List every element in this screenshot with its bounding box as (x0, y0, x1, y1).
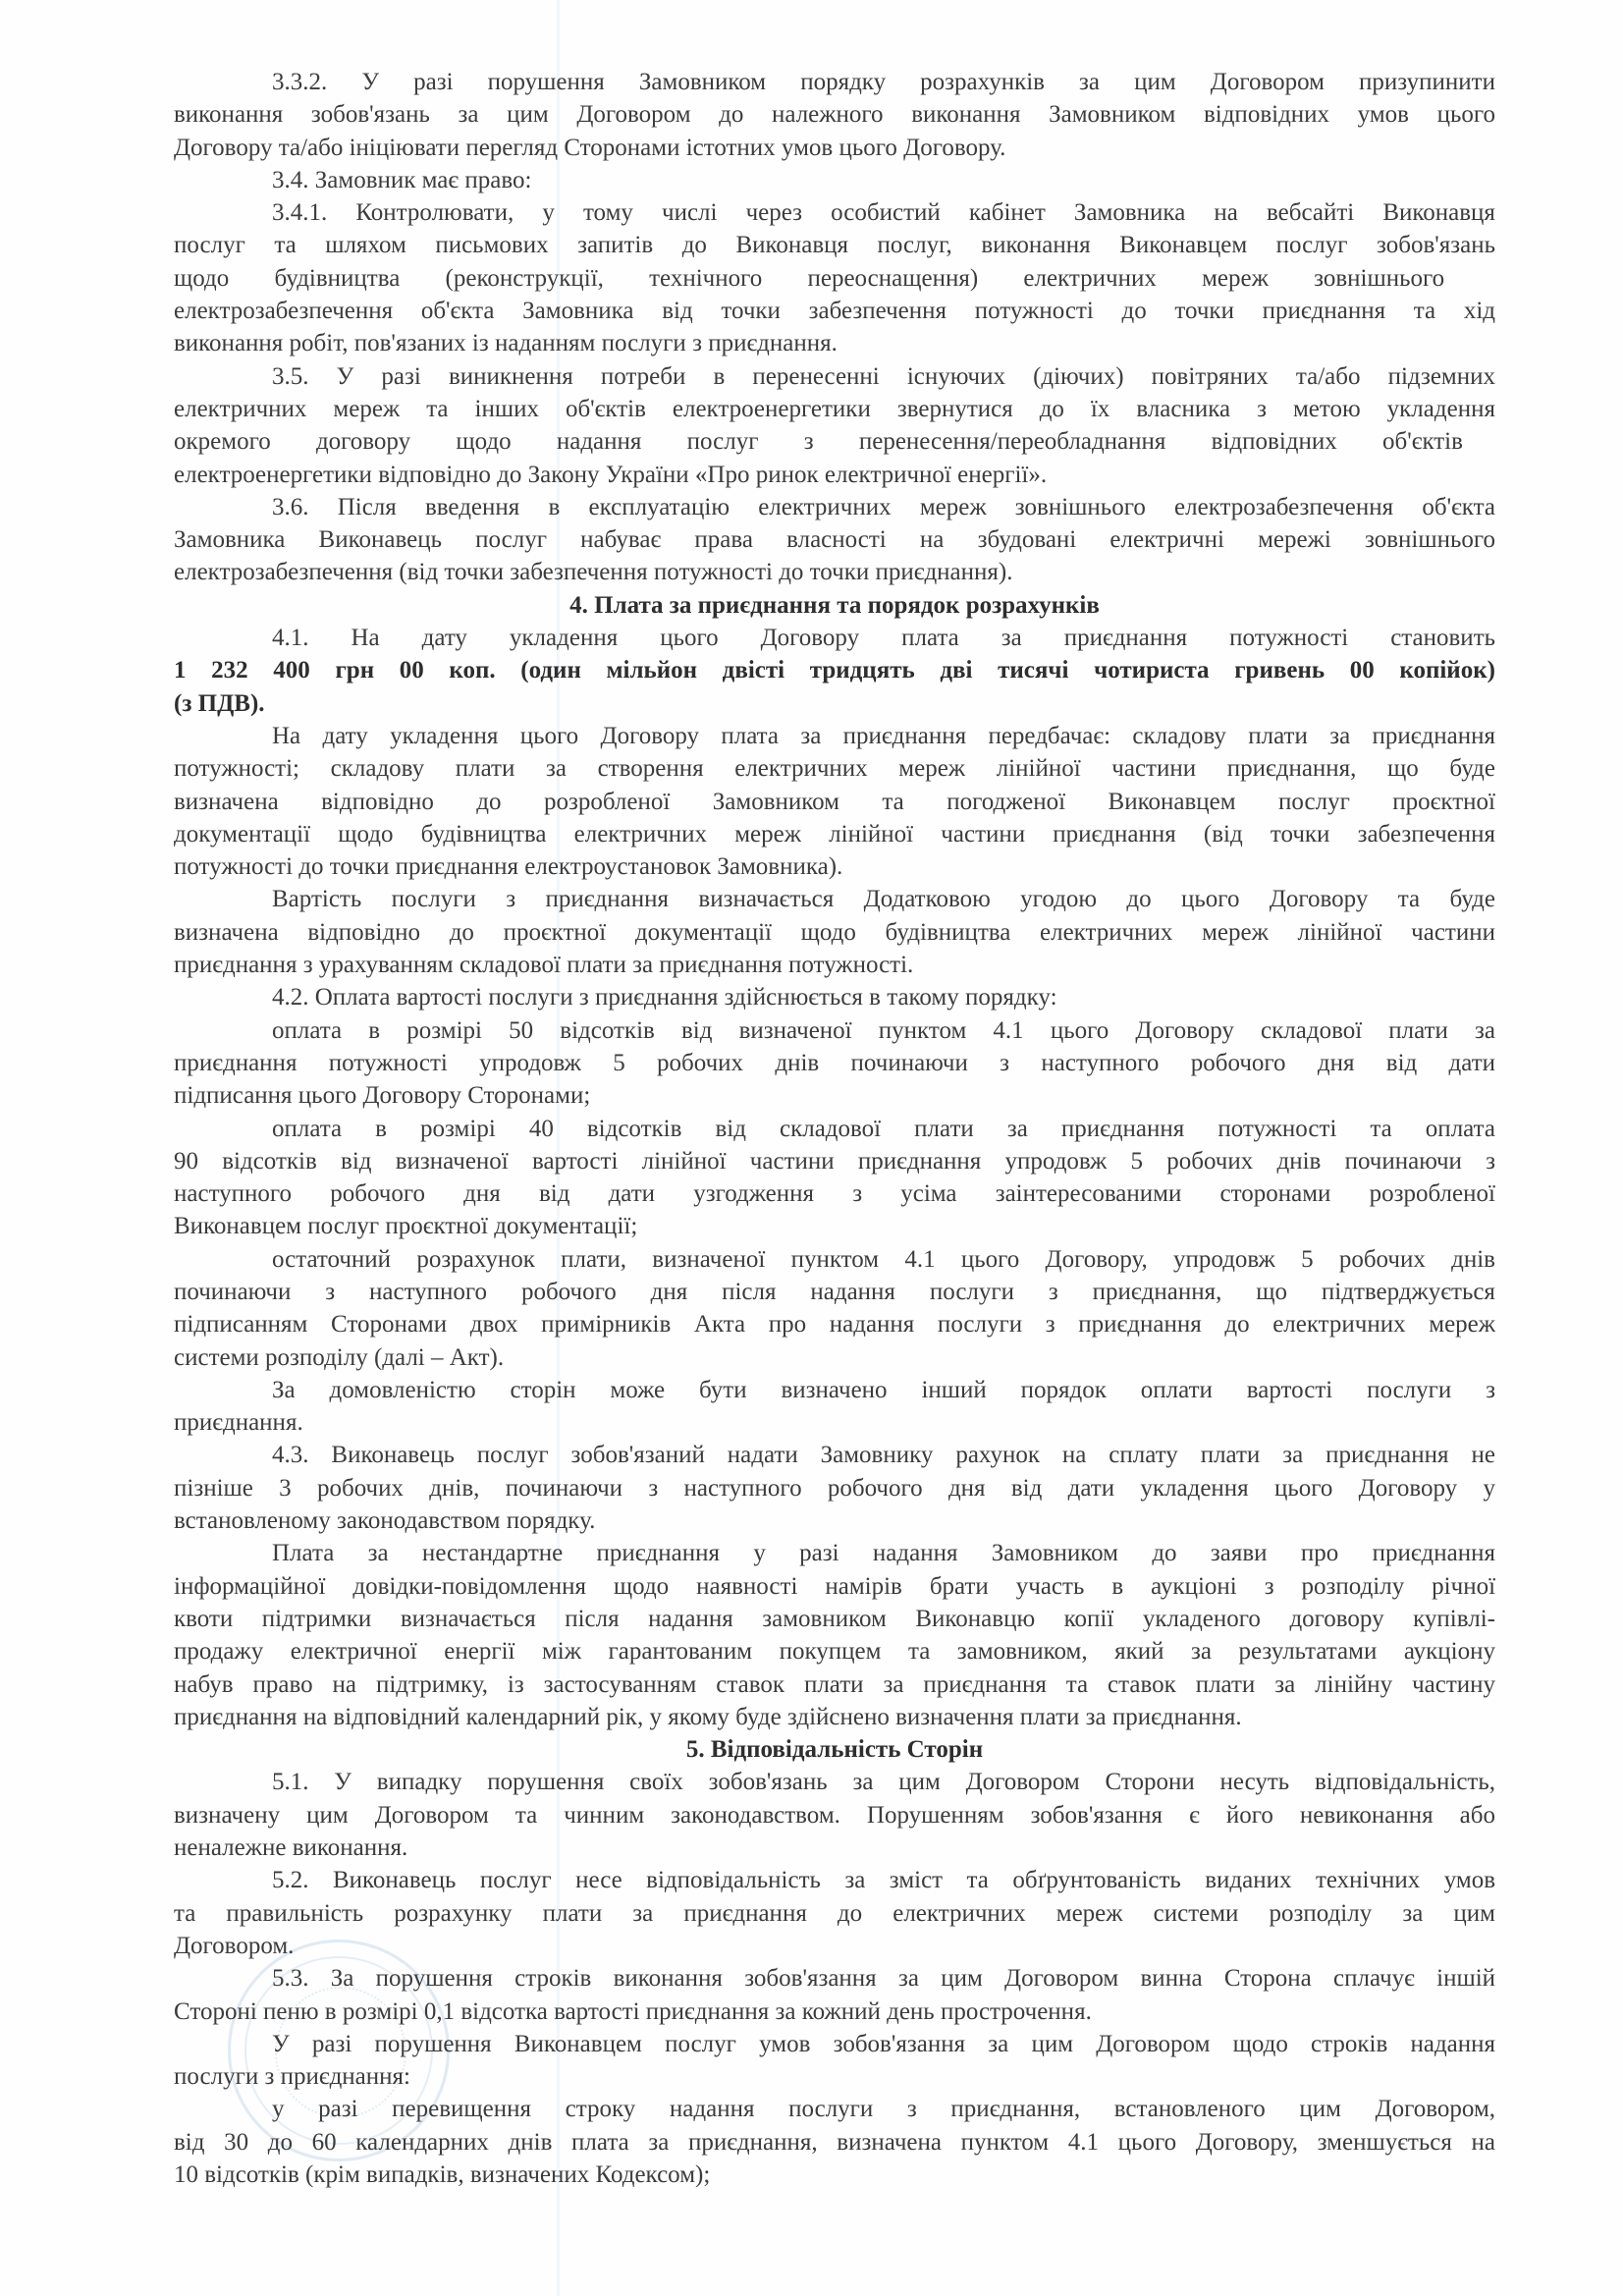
text-line-content: 5.1. У випадку порушення своїх зобов'язань за цим Договором Сторони несуть відповідальність, (272, 1769, 1496, 1796)
text-line (174, 1930, 1495, 1962)
text-line-content: потужності; складову плати за створення електричних мереж лінійної частини приєднання, що буде (174, 755, 1495, 783)
text-line-content: оплата в розмірі 50 відсотків від визначеної пунктом 4.1 цього Договору складової плати за (272, 1016, 1496, 1044)
text-line-content: Стороні пеню в розмірі 0,1 відсотка вартості приєднання за кожний день прострочення. (174, 1997, 1092, 2025)
text-line-content: 3.4. Замовник має право: (272, 166, 532, 193)
text-line-content: приєднання на відповідний календарний рік, у якому буде здійснено визначення плати за приєднання. (174, 1703, 1242, 1730)
text-line (174, 1635, 1495, 1667)
section-heading-text: 5. Відповідальність Сторін (685, 1736, 984, 1764)
text-line-content: приєднання. (174, 1409, 303, 1437)
text-line (174, 196, 1495, 229)
text-line (174, 229, 1495, 261)
text-line-content: системи розподілу (далі – Акт). (174, 1343, 505, 1371)
text-line (174, 1079, 1495, 1112)
text-line (174, 98, 1495, 131)
text-line-content: починаючи з наступного робочого дня після надання послуги з приєднання, що підтверджується (174, 1278, 1495, 1305)
text-line-content: наступного робочого дня від дати узгодження з усіма заінтересованими сторонами розробленої (174, 1180, 1495, 1208)
text-line-content: 3.5. У разі виникнення потреби в перенесенні існуючих (діючих) повітряних та/або підземних (272, 362, 1495, 390)
text-line-content: приєднання потужності упродовж 5 робочих днів починаючи з наступного робочого дня від дати (174, 1049, 1496, 1076)
text-line-content: виконання зобов'язань за цим Договором до належного виконання Замовником відповідних умов цього (174, 101, 1496, 129)
text-line-content: послуг та шляхом письмових запитів до Виконавця послуг, виконання Виконавцем послуг зобов'язань (174, 232, 1496, 259)
text-line-content: 5.2. Виконавець послуг несе відповідальність за зміст та обґрунтованість виданих технічних умов (272, 1867, 1496, 1894)
section-heading (174, 1733, 1495, 1766)
text-line (174, 1799, 1495, 1831)
text-line (174, 1668, 1495, 1701)
text-line-content: Договором. (174, 1932, 295, 1959)
text-line-content: 10 відсотків (крім випадків, визначених Кодексом); (174, 2161, 711, 2188)
text-line-content: електроенергетики відповідно до Закону України «Про ринок електричної енергії». (174, 461, 1048, 488)
text-line (174, 720, 1495, 752)
text-line-content: окремого договору щодо надання послуг з перенесення/переобладнання відповідних об'єктів (174, 428, 1463, 456)
text-line-content: у разі перевищення строку надання послуги з приєднання, встановленого цим Договором, (272, 2096, 1496, 2123)
text-line (174, 262, 1495, 295)
text-line (174, 2159, 1495, 2191)
text-line-content: Вартість послуги з приєднання визначається Додатковою угодою до цього Договору та буде (272, 886, 1495, 913)
text-line-content: щодо будівництва (реконструкції, технічного переоснащення) електричних мереж зовнішнього (174, 264, 1445, 292)
text-line (174, 1504, 1495, 1537)
text-line (174, 786, 1495, 818)
text-line-content: 4.1. На дату укладення цього Договору плата за приєднання потужності становить (272, 625, 1496, 652)
text-line (174, 850, 1495, 883)
text-line (174, 425, 1495, 458)
text-line-content: пізніше 3 робочих днів, починаючи з наступного робочого дня від дати укладення цього Договору у (174, 1474, 1495, 1502)
text-line (174, 1831, 1495, 1864)
text-line (174, 1113, 1495, 1145)
text-line-content: підписання цього Договору Сторонами; (174, 1082, 591, 1110)
text-line (174, 1308, 1495, 1340)
text-line (174, 752, 1495, 785)
text-line (174, 1210, 1495, 1242)
text-line-content: виконання робіт, пов'язаних із наданням послуги з приєднання. (174, 330, 838, 357)
text-line (174, 523, 1495, 556)
text-line-content: 3.6. Після введення в експлуатацію електричних мереж зовнішнього електрозабезпечення об'єкта (272, 493, 1495, 520)
text-line-content: На дату укладення цього Договору плата за приєднання передбачає: складову плати за приєднання (272, 722, 1495, 749)
text-line-content: послуги з приєднання: (174, 2063, 410, 2091)
text-line-content: підписанням Сторонами двох примірників Акта про надання послуги з приєднання до електричних мереж (174, 1311, 1496, 1339)
text-line (174, 1014, 1495, 1047)
text-line (174, 459, 1495, 491)
text-line (174, 2060, 1495, 2093)
text-line-content: Договору та/або ініціювати перегляд Сторонами істотних умов цього Договору. (174, 134, 1006, 161)
text-line (174, 883, 1495, 915)
text-line (174, 132, 1495, 164)
text-line (174, 360, 1495, 393)
text-line-content: документації щодо будівництва електричних мереж лінійної частини приєднання (від точки забезпечення (174, 820, 1496, 847)
text-line-content: У разі порушення Виконавцем послуг умов зобов'язання за цим Договором щодо строків надання (272, 2030, 1496, 2057)
text-line (174, 2093, 1495, 2125)
text-line (174, 1276, 1495, 1308)
text-line-content: електрозабезпечення об'єкта Замовника від точки забезпечення потужності до точки приєднання та хід (174, 298, 1495, 325)
text-line-content: Плата за нестандартне приєднання у разі надання Замовником до заяви про приєднання (272, 1540, 1496, 1567)
text-line (174, 818, 1495, 850)
text-line-content: визначена відповідно до проєктної документації щодо будівництва електричних мереж лінійної частини (174, 918, 1495, 946)
text-line-content: 3.3.2. У разі порушення Замовником порядку розрахунків за цим Договором призупинити (272, 69, 1495, 95)
text-line (174, 66, 1495, 98)
text-line (174, 622, 1495, 654)
text-line (174, 1537, 1495, 1569)
text-line-content: Виконавцем послуг проєктної документації; (174, 1213, 638, 1240)
text-line (174, 2028, 1495, 2060)
text-line (174, 1603, 1495, 1635)
text-line-content: від 30 до 60 календарних днів плата за приєднання, визначена пунктом 4.1 цього Договору, зменшується на (174, 2128, 1495, 2156)
text-line-content: оплата в розмірі 40 відсотків від складової плати за приєднання потужності та оплата (272, 1115, 1495, 1142)
text-line (174, 1177, 1495, 1210)
text-line (174, 1995, 1495, 2028)
text-line-content: приєднання з урахуванням складової плати за приєднання потужності. (174, 952, 914, 979)
text-line (174, 916, 1495, 949)
text-line (174, 949, 1495, 981)
text-line-content: встановленому законодавством порядку. (174, 1507, 596, 1535)
text-line (174, 1864, 1495, 1896)
text-line (174, 491, 1495, 523)
text-line-content: електричних мереж та інших об'єктів електроенергетики звернутися до їх власника з метою укладення (174, 395, 1495, 422)
text-line-content: продажу електричної енергії між гарантованим покупцем та замовником, який за результатами аукціону (174, 1638, 1496, 1666)
text-line-content: (з ПДВ). (174, 689, 265, 717)
text-line (174, 1472, 1495, 1504)
section-heading-text: 4. Плата за приєднання та порядок розрахунків (569, 591, 1100, 619)
text-line-content: набув право на підтримку, із застосуванням ставок плати за приєднання та ставок плати за лінійну частину (174, 1670, 1496, 1698)
text-line-content: Замовника Виконавець послуг набуває права власності на збудовані електричні мережі зовнішнього (174, 526, 1496, 554)
text-line (174, 1145, 1495, 1177)
text-line-content: 1 232 400 грн 00 коп. (один мільйон двісті тридцять дві тисячі чотириста гривень 00 копійок) (174, 657, 1495, 684)
text-line (174, 1766, 1495, 1798)
text-line-content: інформаційної довідки-повідомлення щодо наявності намірів брати участь в аукціоні з розподілу річної (174, 1572, 1496, 1600)
text-line (174, 687, 1495, 720)
text-line (174, 1406, 1495, 1439)
text-line-content: 5.3. За порушення строків виконання зобов'язання за цим Договором винна Сторона сплачує іншій (272, 1965, 1496, 1993)
text-line-content: 3.4.1. Контролювати, у тому числі через особистий кабінет Замовника на вебсайті Виконавця (272, 199, 1495, 227)
text-line-content: 4.2. Оплата вартості послуги з приєднання здійснюється в такому порядку: (272, 984, 1057, 1011)
text-line (174, 1570, 1495, 1603)
text-line (174, 1243, 1495, 1276)
text-line (174, 295, 1495, 327)
text-line-content: 90 відсотків від визначеної вартості лінійної частини приєднання упродовж 5 робочих днів починаючи з (174, 1147, 1496, 1175)
text-line (174, 1374, 1495, 1406)
text-line (174, 1701, 1495, 1733)
text-line-content: потужності до точки приєднання електроустановок Замовника). (174, 853, 843, 881)
text-line-content: квоти підтримки визначається після надання замовником Виконавцю копії укладеного договору купівлі- (174, 1605, 1495, 1632)
text-line-content: неналежне виконання. (174, 1834, 408, 1862)
text-line (174, 1439, 1495, 1471)
section-heading (174, 589, 1495, 622)
contract-text-body (174, 66, 1495, 2191)
text-line-content: За домовленістю сторін може бути визначено інший порядок оплати вартості послуги з (272, 1376, 1496, 1403)
text-line (174, 556, 1495, 588)
text-line-content: визначену цим Договором та чинним законодавством. Порушенням зобов'язання є його невиконання або (174, 1801, 1495, 1829)
text-line (174, 1897, 1495, 1930)
text-line (174, 981, 1495, 1013)
text-line (174, 1962, 1495, 1995)
text-line-content: визначена відповідно до розробленої Замовником та погодженої Виконавцем послуг проєктної (174, 788, 1495, 815)
text-line-content: остаточний розрахунок плати, визначеної пунктом 4.1 цього Договору, упродовж 5 робочих днів (272, 1245, 1495, 1273)
text-line (174, 164, 1495, 196)
text-line (174, 1047, 1495, 1079)
text-line (174, 2126, 1495, 2159)
text-line-content: та правильність розрахунку плати за приєднання до електричних мереж системи розподілу за цим (174, 1899, 1495, 1927)
text-line (174, 1341, 1495, 1374)
text-line (174, 654, 1495, 686)
text-line-content: 4.3. Виконавець послуг зобов'язаний надати Замовнику рахунок на сплату плати за приєднання не (272, 1442, 1495, 1469)
text-line (174, 327, 1495, 359)
text-line (174, 393, 1495, 425)
text-line-content: електрозабезпечення (від точки забезпечення потужності до точки приєднання). (174, 559, 1013, 586)
